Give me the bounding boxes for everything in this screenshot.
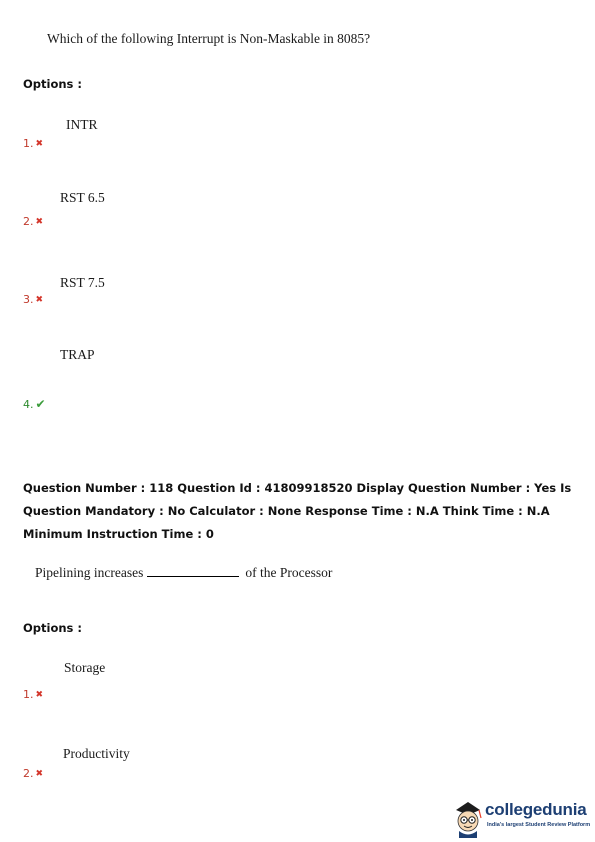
logo-tagline: India's largest Student Review Platform xyxy=(487,822,591,828)
question-1-options-heading: Options : xyxy=(23,77,82,91)
q1-option-3-number: 3. ✖ xyxy=(23,293,44,306)
q2-option-1-text: Storage xyxy=(64,660,106,675)
cross-icon: ✖ xyxy=(35,768,44,779)
question-1-text: Which of the following Interrupt is Non-Maskable in 8085? xyxy=(47,31,371,46)
q2-option-2-number: 2. ✖ xyxy=(23,767,44,780)
q1-option-3-text: RST 7.5 xyxy=(60,275,105,290)
logo-wordmark: collegedunia xyxy=(485,800,587,819)
cross-icon: ✖ xyxy=(35,216,44,227)
cross-icon: ✖ xyxy=(35,138,44,149)
answer-blank xyxy=(147,564,239,577)
q1-option-4-text: TRAP xyxy=(60,347,95,362)
cross-icon: ✖ xyxy=(35,689,44,700)
q2-option-2-text: Productivity xyxy=(63,746,130,761)
question-2-options-heading: Options : xyxy=(23,621,82,635)
q2-option-1-number: 1. ✖ xyxy=(23,688,44,701)
mascot-icon xyxy=(450,796,486,838)
q1-option-2-number: 2. ✖ xyxy=(23,215,44,228)
question-2-text: Pipelining increases of the Processor xyxy=(35,565,333,580)
check-icon: ✔ xyxy=(35,397,46,411)
q1-option-2-text: RST 6.5 xyxy=(60,190,105,205)
q1-option-1-number: 1. ✖ xyxy=(23,137,44,150)
cross-icon: ✖ xyxy=(35,294,44,305)
collegedunia-logo xyxy=(450,796,595,838)
q1-option-1-text: INTR xyxy=(66,117,98,132)
question-2-meta: Question Number : 118 Question Id : 41809918520 Display Question Number : Yes Is Question Mandatory : No Calculator : None Response Time : N.A Think Time : N.A Minimum Instruction Time : 0 xyxy=(23,481,572,541)
q1-option-4-number: 4. ✔ xyxy=(23,397,46,411)
